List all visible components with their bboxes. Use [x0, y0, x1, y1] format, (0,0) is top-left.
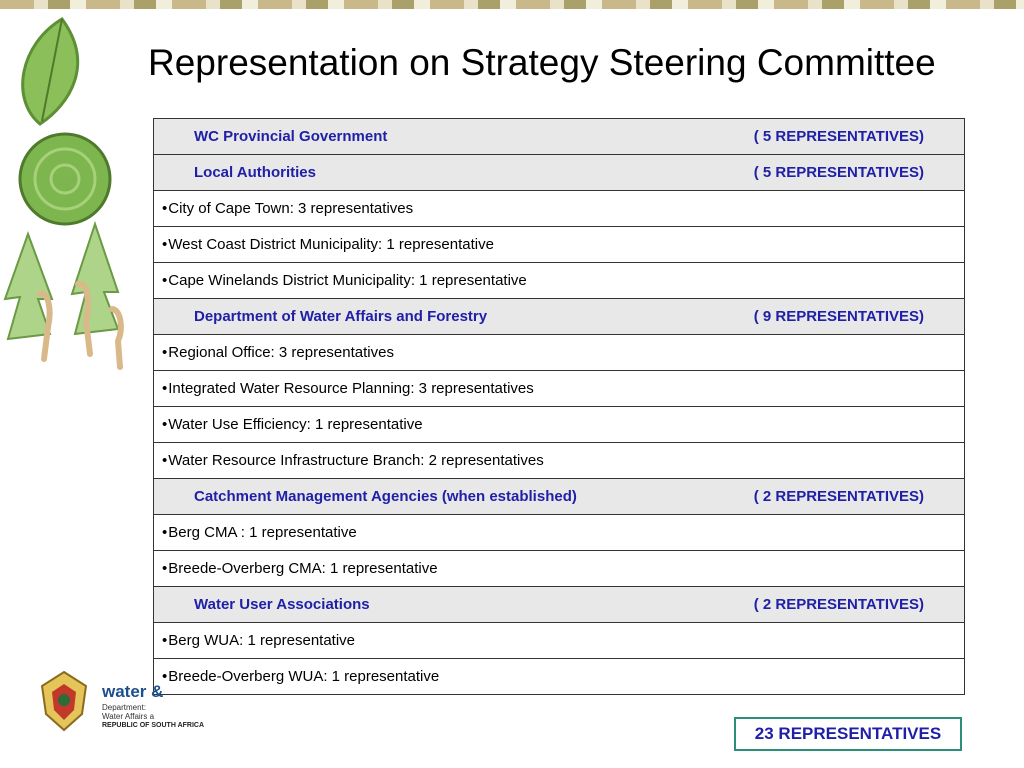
group-header-cell — [154, 299, 965, 335]
member-cell — [154, 191, 965, 227]
total-representatives: 23 REPRESENTATIVES — [734, 717, 962, 751]
member-text: City of Cape Town: 3 representatives — [168, 200, 414, 217]
member-cell — [154, 371, 965, 407]
group-header-cell — [154, 479, 965, 515]
member-text: Breede-Overberg WUA: 1 representative — [168, 668, 440, 685]
member-text: Water Resource Infrastructure Branch: 2 representatives — [168, 452, 544, 469]
group-name: WC Provincial Government — [194, 128, 388, 145]
member-cell — [154, 263, 965, 299]
member-text: West Coast District Municipality: 1 representative — [168, 236, 494, 253]
table-row — [154, 263, 965, 299]
table-row — [154, 407, 965, 443]
page-title: Representation on Strategy Steering Committee — [148, 42, 936, 83]
table-row — [154, 659, 965, 695]
member-text: Water Use Efficiency: 1 representative — [168, 416, 423, 433]
nature-illustration — [0, 9, 150, 389]
tree-icon-2 — [72, 224, 118, 334]
group-header-row — [154, 119, 965, 155]
table-row — [154, 515, 965, 551]
logo-country: REPUBLIC OF SOUTH AFRICA — [102, 722, 205, 729]
table-row — [154, 227, 965, 263]
group-count: ( 2 REPRESENTATIVES) — [753, 596, 924, 613]
bullet-icon: • — [162, 380, 168, 397]
bullet-icon: • — [162, 416, 168, 433]
logo-brand: water & — [102, 682, 164, 701]
bullet-icon: • — [162, 200, 168, 217]
group-header-cell — [154, 119, 965, 155]
member-cell — [154, 515, 965, 551]
group-count: ( 2 REPRESENTATIVES) — [753, 488, 924, 505]
member-cell — [154, 407, 965, 443]
table-row — [154, 191, 965, 227]
group-header-cell — [154, 587, 965, 623]
member-cell — [154, 551, 965, 587]
member-text: Regional Office: 3 representatives — [168, 344, 394, 361]
member-cell — [154, 227, 965, 263]
member-text: Breede-Overberg CMA: 1 representative — [168, 560, 438, 577]
table-row — [154, 335, 965, 371]
bullet-icon: • — [162, 524, 168, 541]
group-header-row — [154, 479, 965, 515]
bullet-icon: • — [162, 344, 168, 361]
member-cell — [154, 623, 965, 659]
group-name: Catchment Management Agencies (when established) — [194, 488, 577, 505]
group-count: ( 9 REPRESENTATIVES) — [753, 308, 924, 325]
coat-of-arms-icon — [36, 668, 92, 734]
group-name: Department of Water Affairs and Forestry — [194, 308, 488, 325]
bullet-icon: • — [162, 272, 168, 289]
representation-table — [153, 118, 965, 695]
member-text: Berg CMA : 1 representative — [168, 524, 357, 541]
group-name: Local Authorities — [194, 164, 316, 181]
group-name: Water User Associations — [194, 596, 370, 613]
bullet-icon: • — [162, 668, 168, 685]
bullet-icon: • — [162, 452, 168, 469]
department-logo — [36, 668, 222, 738]
bullet-icon: • — [162, 236, 168, 253]
member-cell — [154, 659, 965, 695]
table-row — [154, 443, 965, 479]
group-header-row — [154, 587, 965, 623]
member-text: Cape Winelands District Municipality: 1 representative — [168, 272, 527, 289]
logo-department: Department: Water Affairs a — [102, 703, 155, 721]
bullet-icon: • — [162, 560, 168, 577]
member-cell — [154, 335, 965, 371]
group-count: ( 5 REPRESENTATIVES) — [753, 164, 924, 181]
bullet-icon: • — [162, 632, 168, 649]
table-row — [154, 623, 965, 659]
table-row — [154, 371, 965, 407]
tree-icon — [5, 234, 52, 339]
member-cell — [154, 443, 965, 479]
table-row — [154, 551, 965, 587]
top-decorative-strip — [0, 0, 1024, 9]
group-header-row — [154, 155, 965, 191]
group-header-cell — [154, 155, 965, 191]
member-text: Integrated Water Resource Planning: 3 representatives — [168, 380, 534, 397]
leaf-icon — [23, 19, 78, 124]
member-text: Berg WUA: 1 representative — [168, 632, 356, 649]
group-header-row — [154, 299, 965, 335]
group-count: ( 5 REPRESENTATIVES) — [753, 128, 924, 145]
